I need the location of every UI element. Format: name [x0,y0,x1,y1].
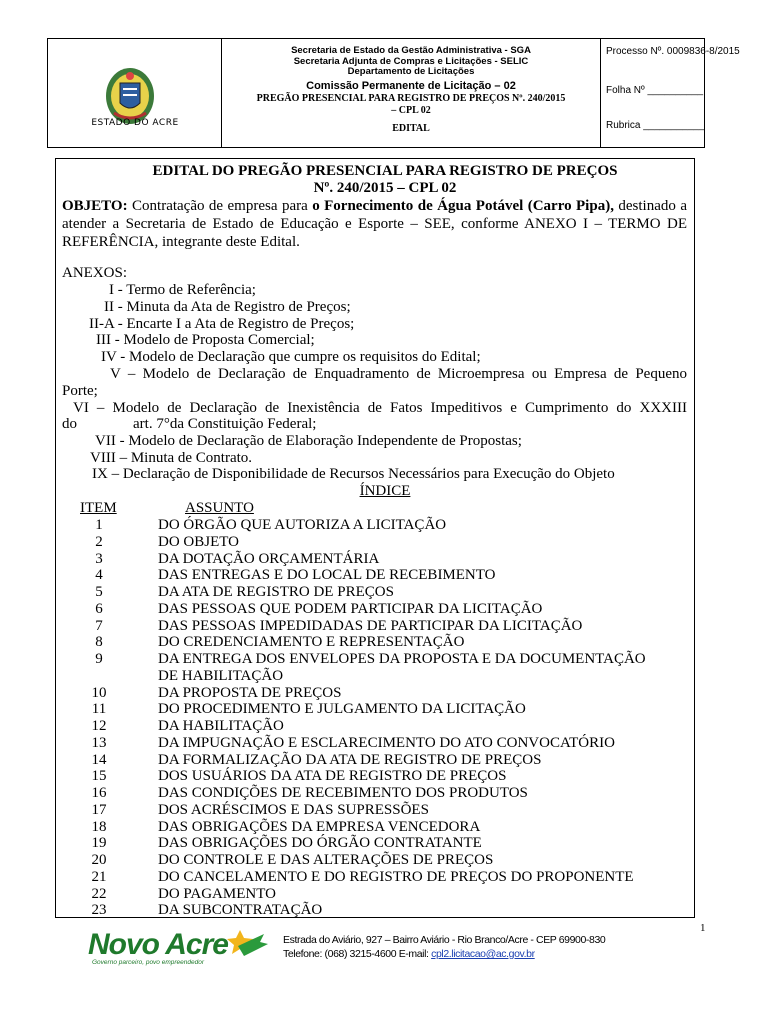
index-item-subject: DA ENTREGA DOS ENVELOPES DA PROPOSTA E DA DOCUMENTAÇÃO [158,651,646,667]
anexo-item: II - Minuta da Ata de Registro de Preços; [104,299,351,315]
index-item-subject: DAS OBRIGAÇÕES DA EMPRESA VENCEDORA [158,818,481,835]
anexos-label: ANEXOS: [62,265,128,281]
index-item-number: 5 [95,584,103,600]
index-item-subject: DA SUBCONTRATAÇÃO [158,902,323,919]
header-line-3: Departamento de Licitações [347,66,475,77]
folha-field: Folha Nº __________ [606,85,704,96]
assunto-column-header: ASSUNTO [185,500,254,516]
index-item-subject: DO CANCELAMENTO E DO REGISTRO DE PREÇOS DO PROPONENTE [158,868,634,885]
document-title: EDITAL DO PREGÃO PRESENCIAL PARA REGISTRO DE PREÇOS [152,163,618,179]
index-item-number: 1 [95,517,103,533]
index-item-number: 13 [91,734,107,751]
anexo-item-continued: do [62,416,77,432]
index-item-number: 20 [91,852,107,868]
index-item-subject: DO OBJETO [158,533,239,550]
index-item-number: 11 [91,701,107,718]
index-item-number: 18 [91,818,107,835]
objeto-label: OBJETO: [62,198,128,214]
anexo-item: VII - Modelo de Declaração de Elaboração Independente de Propostas; [95,433,522,449]
index-item-subject: DA IMPUGNAÇÃO E ESCLARECIMENTO DO ATO CONVOCATÓRIO [158,734,615,751]
index-item-subject: DA PROPOSTA DE PREÇOS [158,684,342,701]
anexo-item: IV - Modelo de Declaração que cumpre os requisitos do Edital; [101,349,481,365]
index-item-number: 4 [95,567,103,584]
footer-slogan: Governo parceiro, povo empreendedor [92,959,205,966]
index-item-subject: DAS ENTREGAS E DO LOCAL DE RECEBIMENTO [158,567,496,584]
objeto-text-2: destinado a atender a Secretaria de Estado de Educação e Esporte – SEE, conforme ANEXO I – TERMO DE REFERÊNCIA, integrante deste Edital. [62,198,687,250]
index-item-subject: DAS PESSOAS QUE PODEM PARTICIPAR DA LICITAÇÃO [158,600,543,617]
index-item-subject: DO CREDENCIAMENTO E REPRESENTAÇÃO [158,634,465,651]
anexo-item: II-A - Encarte I a Ata de Registro de Preços; [89,316,355,332]
header-logo-cell [48,39,222,147]
header-center-cell [222,39,601,147]
index-item-subject: DO CONTROLE E DAS ALTERAÇÕES DE PREÇOS [158,852,494,868]
index-item-subject: DO PAGAMENTO [158,885,276,902]
item-column-header: ITEM [80,500,117,516]
anexo-item: VI – Modelo de Declaração de Inexistência de Fatos Impeditivos e Cumprimento do XXXIII [73,400,687,416]
index-item-subject: DA HABILITAÇÃO [158,718,284,734]
indice-heading: ÍNDICE [359,483,411,499]
anexo-item-continued: art. 7°da Constituição Federal; [133,416,317,432]
index-item-number: 14 [91,751,107,768]
index-item-subject: DOS ACRÉSCIMOS E DAS SUPRESSÕES [158,801,429,818]
footer-email-link[interactable]: cpl2.licitacao@ac.gov.br [431,948,535,960]
index-item-number: 17 [91,801,107,818]
index-item-subject: DAS PESSOAS IMPEDIDADAS DE PARTICIPAR DA LICITAÇÃO [158,617,583,634]
anexo-item: VIII – Minuta de Contrato. [90,450,253,466]
index-item-number: 10 [91,684,107,701]
index-item-number: 12 [91,718,107,734]
header-line-2: Secretaria Adjunta de Compras e Licitações - SELIC [293,55,529,67]
index-item-subject: DO PROCEDIMENTO E JULGAMENTO DA LICITAÇÃO [158,701,526,718]
page-number: 1 [700,922,706,934]
anexo-item: IX – Declaração de Disponibilidade de Recursos Necessários para Execução do Objeto [92,466,615,482]
index-item-number: 15 [91,768,107,785]
index-item-subject: DOS USUÁRIOS DA ATA DE REGISTRO DE PREÇOS [158,768,507,785]
objeto-bold: o Fornecimento de Água Potável (Carro Pipa), [312,198,614,214]
pregao-line-2: – CPL 02 [391,104,431,116]
objeto-paragraph [62,197,687,251]
pregao-line-1: PREGÃO PRESENCIAL PARA REGISTRO DE PREÇOS Nº. 240/2015 [256,92,566,104]
footer-address: Estrada do Aviário, 927 – Bairro Aviário - Rio Branco/Acre - CEP 69900-830 [283,934,606,946]
index-item-subject: DA ATA DE REGISTRO DE PREÇOS [158,584,394,600]
index-item-subject: DA DOTAÇÃO ORÇAMENTÁRIA [158,550,380,567]
index-item-number: 3 [95,550,103,567]
index-item-number: 7 [95,617,103,634]
header-right-cell [601,39,740,147]
commission-title: Comissão Permanente de Licitação – 02 [306,79,516,92]
index-item-number: 2 [95,533,103,550]
document-subtitle: Nº. 240/2015 – CPL 02 [313,180,457,196]
anexo-item: I - Termo de Referência; [109,282,256,298]
index-item-subject: DO ÓRGÃO QUE AUTORIZA A LICITAÇÃO [158,517,447,533]
index-item-subject: DA FORMALIZAÇÃO DA ATA DE REGISTRO DE PREÇOS [158,751,542,768]
index-item-subject: DE HABILITAÇÃO [158,667,284,684]
anexo-item: V – Modelo de Declaração de Enquadramento de Microempresa ou Empresa de Pequeno [110,366,687,382]
footer-phone: Telefone: (068) 3215-4600 E-mail: [283,948,432,960]
index-item-number: 22 [91,885,107,902]
anexo-item: III - Modelo de Proposta Comercial; [96,332,315,348]
index-item-number: 23 [91,902,107,919]
index-item-number: 8 [95,634,103,651]
footer-contact [283,948,535,960]
processo-number: Processo Nº. 0009836-8/2015 [606,46,740,57]
index-item-number: 6 [95,600,103,617]
edital-label: EDITAL [392,122,430,134]
anexo-item-continued: Porte; [62,383,98,399]
index-item-subject: DAS CONDIÇÕES DE RECEBIMENTO DOS PRODUTOS [158,785,528,801]
state-label: ESTADO DO ACRE [91,118,179,128]
index-item-number: 19 [91,835,107,852]
index-item-number: 16 [91,785,107,801]
document-header [47,38,740,148]
index-item-subject: DAS OBRIGAÇÕES DO ÓRGÃO CONTRATANTE [158,835,482,852]
objeto-text-1: Contratação de empresa para [127,198,313,214]
svg-text:Novo Acre: Novo Acre [88,928,228,961]
header-line-1: Secretaria de Estado da Gestão Administrativa - SGA [291,45,531,56]
index-item-number: 21 [91,868,107,885]
rubrica-field: Rubrica ___________ [606,120,705,131]
index-item-number: 9 [95,651,103,667]
